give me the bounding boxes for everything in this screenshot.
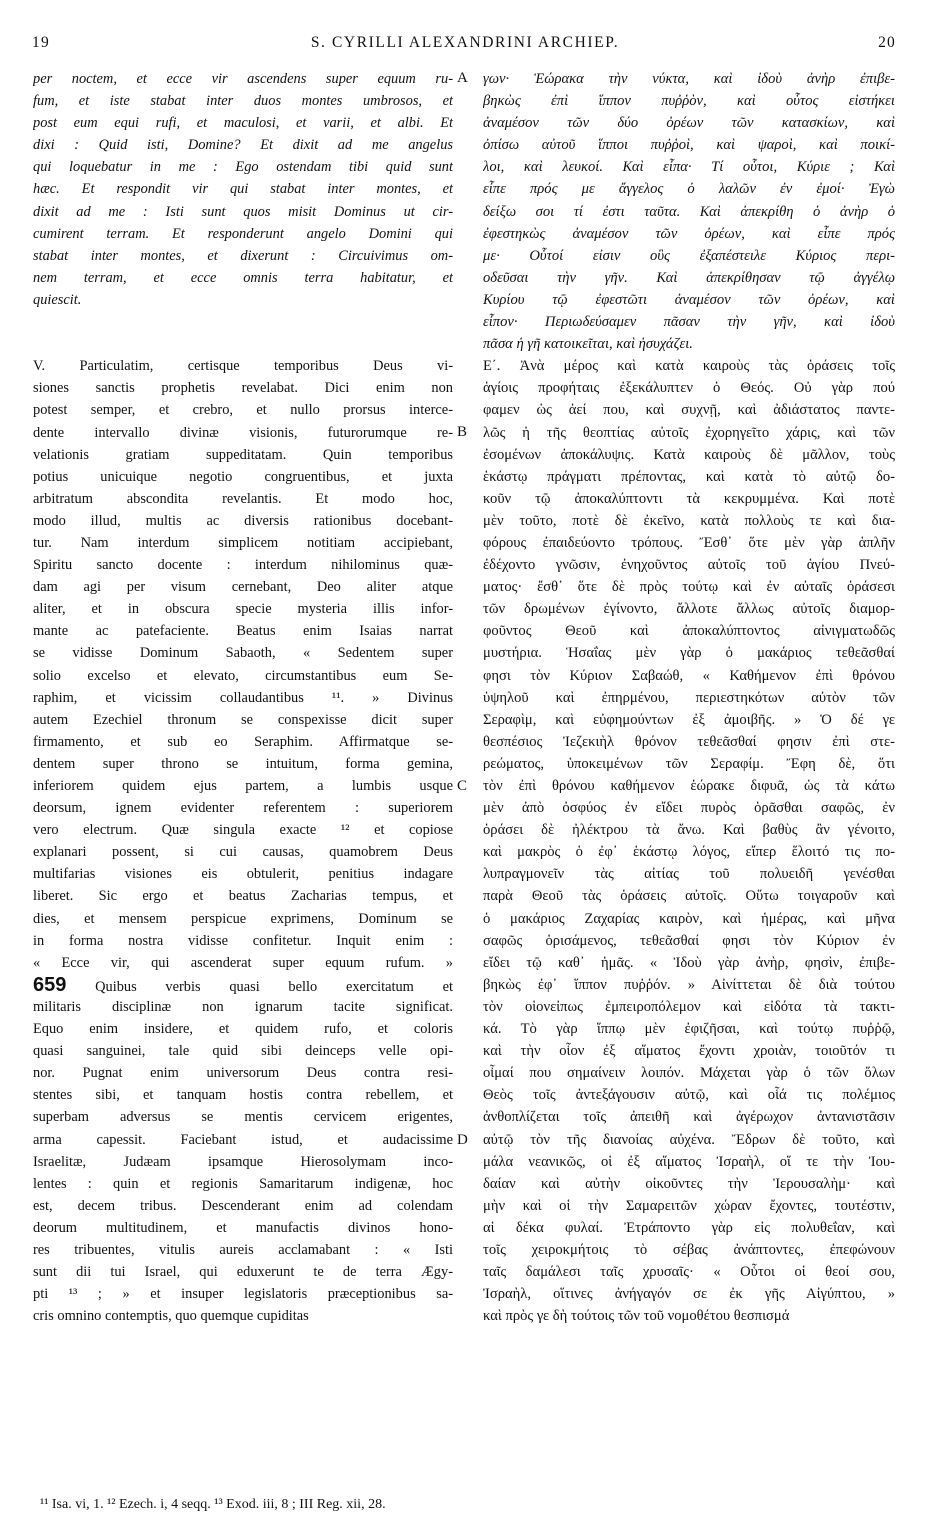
latin-body-line: velationis gratiam suppeditatam. Quin temporibus xyxy=(33,446,453,463)
greek-body-line: μὴν καὶ οἱ τὴν Σαμαρειτῶν χώραν ἔχοντες, τουτέστιν, xyxy=(483,1197,895,1214)
greek-body-line: τῶν δρωμένων ἐγίνοντο, ἄλλοτε ἄλλως αὐτοῖς διαμορ- xyxy=(483,601,895,618)
greek-body-line: σαφῶς ὁρισάμενος, τεθεᾶσθαί φησι τὸν Κύριον ἐν xyxy=(483,932,895,949)
greek-body-line: κά. Τὸ γὰρ ἵππῳ μὲν ἐφιζῆσαι, καὶ τούτῳ πυῤῥῷ, xyxy=(483,1021,895,1038)
latin-quote-line: dixi : Quid isti, Domine? Et dixit ad me angelus xyxy=(33,137,453,154)
greek-body-line: λῶς ἡ τῆς θεοπτίας αὐτοῖς ἐχορηγεῖτο χάρις, καὶ τῶν xyxy=(483,424,895,441)
latin-body-line: dentem super throno se intuitum, forma gemina, xyxy=(33,755,453,772)
greek-body-line: λυπραγμονεῖν τὰς αἰτίας τοῦ πολυειδῆ γενέσθαι xyxy=(483,866,895,883)
greek-quote-line: ὀπίσω αὐτοῦ ἵπποι πυῤῥοὶ, καὶ ψαροὶ, καὶ ποικί- xyxy=(483,137,895,154)
latin-body-line: explanari possent, si cui causas, quamobrem Deus xyxy=(33,844,453,861)
latin-body-line: dente intervallo divinæ visionis, futurorumque re- xyxy=(33,424,453,441)
margin-marker-b: B xyxy=(457,424,468,440)
latin-body-line: firmamento, et sub eo Seraphim. Affirmatque se- xyxy=(33,733,453,750)
greek-body-line: αὐτῷ τὸν τῆς διανοίας αὐχένα. Ἔδρων δὲ τοῦτο, καὶ xyxy=(483,1131,895,1148)
greek-body-line: ὁράσει δὲ ἠλέκτρου τὰ ἄνω. Καὶ βαθὺς ἂν γένοιτο, xyxy=(483,822,895,839)
spacer xyxy=(33,333,453,355)
greek-body-line: ταῖς δαμάλεσι ταῖς χρυσαῖς· « Οὗτοι οἱ θεοί σου, xyxy=(483,1264,895,1281)
greek-body-line: φαμεν ὡς ἀεί που, καὶ συχνῇ, καὶ ἀδιάστατος παντε- xyxy=(483,402,895,419)
latin-column xyxy=(33,68,453,1327)
running-title: S. CYRILLI ALEXANDRINI ARCHIEP. xyxy=(310,34,620,51)
margin-marker-d: D xyxy=(457,1132,468,1148)
latin-body-line: siones sanctis prophetis revelabat. Dici enim non xyxy=(33,380,453,397)
greek-body-line: βηκὼς ἐφ᾽ ἵππον πυῤῥόν. » Αἰνίττεται δὲ διὰ τούτου xyxy=(483,976,895,993)
latin-body-line: dies, et mensem perspicue exprimens, Dominum se xyxy=(33,910,453,927)
margin-marker-c: C xyxy=(457,778,468,794)
greek-body-line: ἐσομένων ἀποκάλυψις. Κατὰ καιροὺς δὲ μᾶλλον, τοὺς xyxy=(483,446,895,463)
page-number-left: 19 xyxy=(32,34,50,51)
latin-body-line: potius unicuique negotio congruentibus, et juxta xyxy=(33,468,453,485)
greek-body-line: μὲν τοῦτο, ποτὲ δὲ ἐκεῖνο, κατὰ πολλοὺς τε καὶ δια- xyxy=(483,512,895,529)
margin-marker-a: A xyxy=(457,70,468,86)
greek-body-line: μυστήρια. Ἡσαΐας μὲν γὰρ ὁ μακάριος τεθεᾶσθαί xyxy=(483,645,895,662)
latin-body-line: Spiritu sancto docente : interdum nihilominus quæ- xyxy=(33,557,453,574)
greek-body-line: παρὰ Θεοῦ τὰς ὁράσεις αὐτοῖς. Οὕτω τοιγαροῦν καὶ xyxy=(483,888,895,905)
latin-body-line: deorsum, ignem evidenter referentem : superiorem xyxy=(33,800,453,817)
latin-quote-line: fum, et iste stabat inter duos montes umbrosos, et xyxy=(33,93,453,110)
greek-body-line: ὁ μακάριος Ζαχαρίας καιρὸν, καὶ ἡμέρας, καὶ μῆνα xyxy=(483,910,895,927)
latin-quote-line: quiescit. xyxy=(33,291,82,308)
latin-body-line: res tribuentes, vitulis aureis acclamabant : « Isti xyxy=(33,1241,453,1258)
latin-body-line: raphim, et vicissim collaudantibus ¹¹. » Divinus xyxy=(33,689,453,706)
latin-body-line: tur. Nam interdum simplicem notitiam accipiebant, xyxy=(33,534,453,551)
latin-body-line: « Ecce vir, qui ascenderat super equum rufum. » xyxy=(33,954,453,971)
latin-body-line: est, decem tribus. Descenderant enim ad colendam xyxy=(33,1197,453,1214)
greek-body-line: τοῖς χειροκμήτοις τὸ σέβας ἀνάπτοντες, ἐπεφώνουν xyxy=(483,1241,895,1258)
greek-quote-line: λοι, καὶ λευκοί. Καὶ εἶπα· Τί οὗτοι, Κύριε ; Καὶ xyxy=(483,159,895,176)
greek-body-line: Ε΄. Ἀνὰ μέρος καὶ κατὰ καιροὺς τὰς ὁράσεις τοῖς xyxy=(483,358,895,375)
latin-body-line: deorum multitudinem, et manufactis divinos hono- xyxy=(33,1219,453,1236)
greek-body-line: δαίαν καὶ αὐτὴν οἰκοῦντες τὴν Ἱερουσαλὴμ· καὶ xyxy=(483,1175,895,1192)
latin-body-line: vero electrum. Quæ singula exacte ¹² et copiose xyxy=(33,822,453,839)
latin-body-line: militaris disciplinæ non ignarum tacite significat. xyxy=(33,998,453,1015)
page-number-right: 20 xyxy=(878,34,896,51)
greek-body-line: Σεραφὶμ, καὶ εὐφημούντων ἐξ ἀμοιβῆς. » Ὁ δέ γε xyxy=(483,711,895,728)
latin-body-line: V. Particulatim, certisque temporibus Deus vi- xyxy=(33,358,453,375)
greek-body-line: οἶμαί που σημαίνειν λοιπόν. Μάχεται γὰρ ὁ τῶν ὅλων xyxy=(483,1065,895,1082)
greek-quote-line: βηκὼς ἐπὶ ἵππον πυῤῥὸν, καὶ οὗτος εἱστήκει xyxy=(483,93,895,110)
greek-body-line: φόρους ἐπαιδεύοντο τρόπους. Ἔσθ᾽ ὅτε μὲν γὰρ ἁπλῆν xyxy=(483,534,895,551)
greek-quote-line: ἀναμέσον τῶν δύο ὀρέων τῶν κατασκίων, καὶ xyxy=(483,115,895,132)
latin-body-line xyxy=(33,974,453,996)
latin-body-line: pti ¹³ ; » et insuper legislatoris præceptionibus sa- xyxy=(33,1286,453,1303)
latin-body-line: cris omnino contemptis, quo quemque cupiditas xyxy=(33,1308,309,1325)
latin-body-line: mante ac patefaciente. Beatus enim Isaias narrat xyxy=(33,623,453,640)
latin-body-text: Quibus verbis quasi bello exercitatum et xyxy=(95,978,453,995)
greek-column xyxy=(483,68,895,1327)
greek-quote-line: πᾶσα ἡ γῆ κατοικεῖται, καὶ ἡσυχάζει. xyxy=(483,336,693,353)
latin-quote-line: stabat inter montes, et dixerunt : Circuivimus om- xyxy=(33,247,453,264)
greek-body-line: ἁγίοις προφήταις ἐξεκάλυπτεν ὁ Θεός. Οὐ γὰρ πού xyxy=(483,380,895,397)
greek-quote-line: με· Οὗτοί εἰσιν οὓς ἐξαπέστειλε Κύριος περι- xyxy=(483,247,895,264)
latin-body-line: liberet. Sic ergo et beatus Zacharias tempus, et xyxy=(33,888,453,905)
page-header xyxy=(0,34,930,64)
latin-body-line: potest semper, et crebro, et nullo prorsus interce- xyxy=(33,402,453,419)
greek-body-line: φησι τὸν Κύριον Σαβαώθ, « Καθήμενον ἐπὶ θρόνου xyxy=(483,667,895,684)
latin-body-line: autem Ezechiel thronum se conspexisse dicit super xyxy=(33,711,453,728)
greek-body-line: ἐδέχοντο γνῶσιν, ἐνηχοῦντος αὐτοῖς τοῦ ἁγίου Πνεύ- xyxy=(483,557,895,574)
latin-quote-line: nem terram, et ecce omnis terra habitatur, et xyxy=(33,269,453,286)
latin-body-line: stentes sibi, et tanquam hostis contra rebellem, et xyxy=(33,1087,453,1104)
latin-quote-line: cumirent terram. Et responderunt angelo Domini qui xyxy=(33,225,453,242)
latin-body-line: Israelitæ, Judæam ipsamque Hierosolymam inco- xyxy=(33,1153,453,1170)
latin-body-line: modo illud, multis ac diversis rationibus docebant- xyxy=(33,512,453,529)
greek-quote-line: Κυρίου τῷ ἐφεστῶτι ἀναμέσον τῶν ὀρέων, καὶ xyxy=(483,291,895,308)
latin-quote-line: hæc. Et respondit vir qui stabat inter montes, et xyxy=(33,181,453,198)
greek-body-line: εἴδει τῷ καθ᾽ ἡμᾶς. « Ἰδοὺ γὰρ ἀνὴρ, φησὶν, ἐπιβε- xyxy=(483,954,895,971)
latin-body-line: multifarias visiones eis obtulerit, penitius indagare xyxy=(33,866,453,883)
greek-body-line: ρεώματος, ὑποκειμένων τῶν Σεραφίμ. Ἔφη δὲ, ὅτι xyxy=(483,755,895,772)
greek-body-line: καὶ μακρὸς ὁ ἐφ᾽ ἑκάστῳ λόγος, εἴπερ ἕλοιτό τις πο- xyxy=(483,844,895,861)
greek-body-line: ἑκάστῳ πράγματι πρέποντας, καὶ κατὰ τὸ αὐτῷ δο- xyxy=(483,468,895,485)
greek-body-line: Θεὸς τοῖς ἀντεξάγουσιν αὐτῷ, καὶ οἷά τις πολέμιος xyxy=(483,1087,895,1104)
greek-quote-line: εἶπε πρός με ἄγγελος ὁ λαλῶν ἐν ἐμοί· Ἐγὼ xyxy=(483,181,895,198)
greek-quote-line: εἶπον· Περιωδεύσαμεν πᾶσαν τὴν γῆν, καὶ ἰδοὺ xyxy=(483,314,895,331)
greek-body-line: μάλα νεανικῶς, οἱ ἐξ αἵματος Ἰσραὴλ, οἵ τε τὴν Ἰου- xyxy=(483,1153,895,1170)
greek-body-line: καὶ πρὸς γε δὴ τούτοις τῶν τοῦ νομοθέτου θεσπισμά xyxy=(483,1308,790,1325)
latin-body-line: lentes : quin et regionis Samaritarum indigenæ, hoc xyxy=(33,1175,453,1192)
latin-body-line: arbitratum abscondita revelantis. Et modo hoc, xyxy=(33,490,453,507)
latin-body-line: sunt dii tui Israel, qui eduxerunt te de terra Ægy- xyxy=(33,1264,453,1281)
latin-body-line: nor. Pugnat enim universorum Deus contra resi- xyxy=(33,1065,453,1082)
greek-quote-line: ἐφεστηκὼς ἀναμέσον τῶν ὀρέων, καὶ εἶπε πρός xyxy=(483,225,895,242)
greek-body-line: καὶ τὴν οἷον ἐξ αἵματος ἔχοντι χροιὰν, τοιοῦτόν τι xyxy=(483,1043,895,1060)
greek-body-line: θεσπέσιος Ἰεζεκιὴλ θρόνον τεθεᾶσθαί φησιν ἐπὶ στε- xyxy=(483,733,895,750)
greek-body-line: φοῦντος Θεοῦ καὶ ἀποκαλύπτοντος αἰνιγματωδῶς xyxy=(483,623,895,640)
column-marker-659: 659 xyxy=(33,973,67,996)
greek-body-line: τὸν ἐπὶ θρόνου καθήμενον ἑώρακε διφυᾶ, ὡς τὰ κάτω xyxy=(483,778,895,794)
greek-body-line: ὑψηλοῦ καὶ ἐπηρμένου, περιεστηκότων αὐτὸν τῶν xyxy=(483,689,895,706)
latin-body-line: Equo enim insidere, et quidem rufo, et coloris xyxy=(33,1021,453,1038)
latin-quote-line: dixit ad me : Isti sunt quos misit Dominus ut cir- xyxy=(33,203,453,220)
footnotes: ¹¹ Isa. vi, 1. ¹² Ezech. i, 4 seqq. ¹³ Exod. iii, 8 ; III Reg. xii, 28. xyxy=(40,1497,386,1512)
latin-quote-line: per noctem, et ecce vir ascendens super equum ru- xyxy=(33,71,453,87)
latin-body-line: inferiorem quidem ejus partem, a lumbis usque xyxy=(33,778,453,794)
greek-body-line: αἱ δέκα φυλαί. Ἐτράποντο γὰρ εἰς πολυθεΐαν, καὶ xyxy=(483,1219,895,1236)
greek-body-line: μὲν ἀπὸ ὀσφύος ἐν εἴδει πυρὸς ὁρᾶσθαι σαφῶς, ἐν xyxy=(483,800,895,817)
latin-body-line: dam agi per visum cernebant, Deo aliter atque xyxy=(33,579,453,596)
latin-body-line: aliter, et in obscura specie mysteria illis infor- xyxy=(33,601,453,618)
greek-quote-line: γων· Ἑώρακα τὴν νύκτα, καὶ ἰδοὺ ἀνὴρ ἐπιβε- xyxy=(483,71,895,87)
latin-quote-line: qui loquebatur in me : Ego ostendam tibi quid sunt xyxy=(33,159,453,176)
greek-quote-line: δείξω σοι τί ἐστι ταῦτα. Καὶ ἀπεκρίθη ὁ ἀνὴρ ὁ xyxy=(483,203,895,220)
greek-quote-line: οδεῦσαι τὴν γῆν. Καὶ ἀπεκρίθησαν τῷ ἀγγέλῳ xyxy=(483,269,895,286)
latin-body-line: solio excelso et elevato, circumstantibus eum Se- xyxy=(33,667,453,684)
greek-body-line: κοῦν τῷ ἀποκαλύπτοντι τὰ κεκρυμμένα. Καὶ ποτὲ xyxy=(483,490,895,507)
latin-body-line: arma capessit. Faciebant istud, et audacissime xyxy=(33,1131,453,1148)
greek-body-line: ἀνθοπλίζεται τοῖς ἀπειθῆ καὶ ἀγέρωχον ἀντανιστᾶσιν xyxy=(483,1109,895,1126)
greek-body-line: Ἰσραὴλ, οἵτινες ἀνήγαγόν σε ἐκ γῆς Αἰγύπτου, » xyxy=(483,1286,895,1303)
latin-body-line: superbam adversus se mentis cervicem erigentes, xyxy=(33,1109,453,1126)
latin-body-line: se vidisse Dominum Sabaoth, « Sedentem super xyxy=(33,645,453,662)
latin-body-line: quasi sanguinei, tale quid sibi deinceps velle opi- xyxy=(33,1043,453,1060)
spacer xyxy=(33,311,453,333)
greek-body-line: τὸν οἱονεἰπως ἐμπειροπόλεμον καὶ εἰδότα τὰ τακτι- xyxy=(483,998,895,1015)
latin-body-line: in forma nostra vidisse confitetur. Inquit enim : xyxy=(33,932,453,949)
latin-quote-line: post eum equi rufi, et maculosi, et varii, et albi. Et xyxy=(33,115,453,132)
greek-body-line: ματος· ἔσθ᾽ ὅτε δὲ πρὸς τούτῳ καὶ ἐν αὐταῖς ὁράσεσι xyxy=(483,579,895,596)
